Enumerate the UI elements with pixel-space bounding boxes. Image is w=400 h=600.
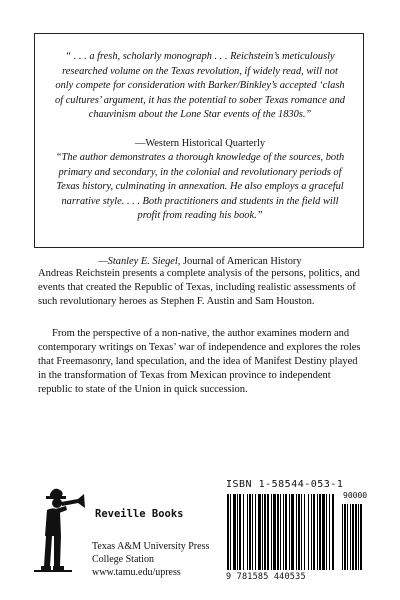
description-paragraph-1: Andreas Reichstein presents a complete analysis of the persons, politics, and events that created the Republic of Texas, including realistic assessments of such revolutionary heroes as Stephen F. Austin and Sam Houston. bbox=[38, 268, 360, 307]
review-author: —Stanley E. Siegel, bbox=[98, 256, 181, 267]
price-code: 90000 bbox=[343, 491, 368, 500]
review-attribution-1: —Western Historical Quarterly bbox=[134, 138, 266, 149]
publisher-city: College Station bbox=[92, 554, 154, 565]
publisher-block bbox=[92, 540, 209, 579]
publisher-url: www.tamu.edu/upress bbox=[92, 567, 181, 578]
review-quote-2: “The author demonstrates a thorough knowledge of the sources, both primary and secondary, in the colonial and revolutionary periods of Texas history, culminating in annexation. He also employs a graceful narrative style. . . . Both practitioners and students in the field will profit from reading his book.” bbox=[55, 152, 345, 222]
publisher-name: Texas A&M University Press bbox=[92, 541, 210, 552]
review-source: Journal of American History bbox=[180, 256, 302, 267]
barcode-digits: 9 781585 440535 bbox=[226, 572, 306, 582]
isbn-barcode bbox=[226, 494, 366, 572]
imprint-name: Reveille Books bbox=[95, 508, 184, 520]
bugler-logo-icon bbox=[32, 484, 88, 576]
description-paragraph-2: From the perspective of a non-native, the author examines modern and contemporary writings on Texas’ war of independence and explores the roles that Freemasonry, land speculation, and the idea of Manifest Destiny played in the transformation of Texas from Mexican province to independent republic to state of the Union in quick succession. bbox=[38, 328, 361, 395]
isbn-label: ISBN 1-58544-053-1 bbox=[226, 479, 344, 490]
review-quote-1: “ . . . a fresh, scholarly monograph . . . Reichstein’s meticulously researched volume on the Texas revolution, if widely read, will not only compete for consideration with Barker/Binkley’s accepted ‘clash of cultures’ argument, it has the potential to sober Texas romance and chauvinism about the Lone Star events of the 1830s.” bbox=[55, 51, 345, 121]
